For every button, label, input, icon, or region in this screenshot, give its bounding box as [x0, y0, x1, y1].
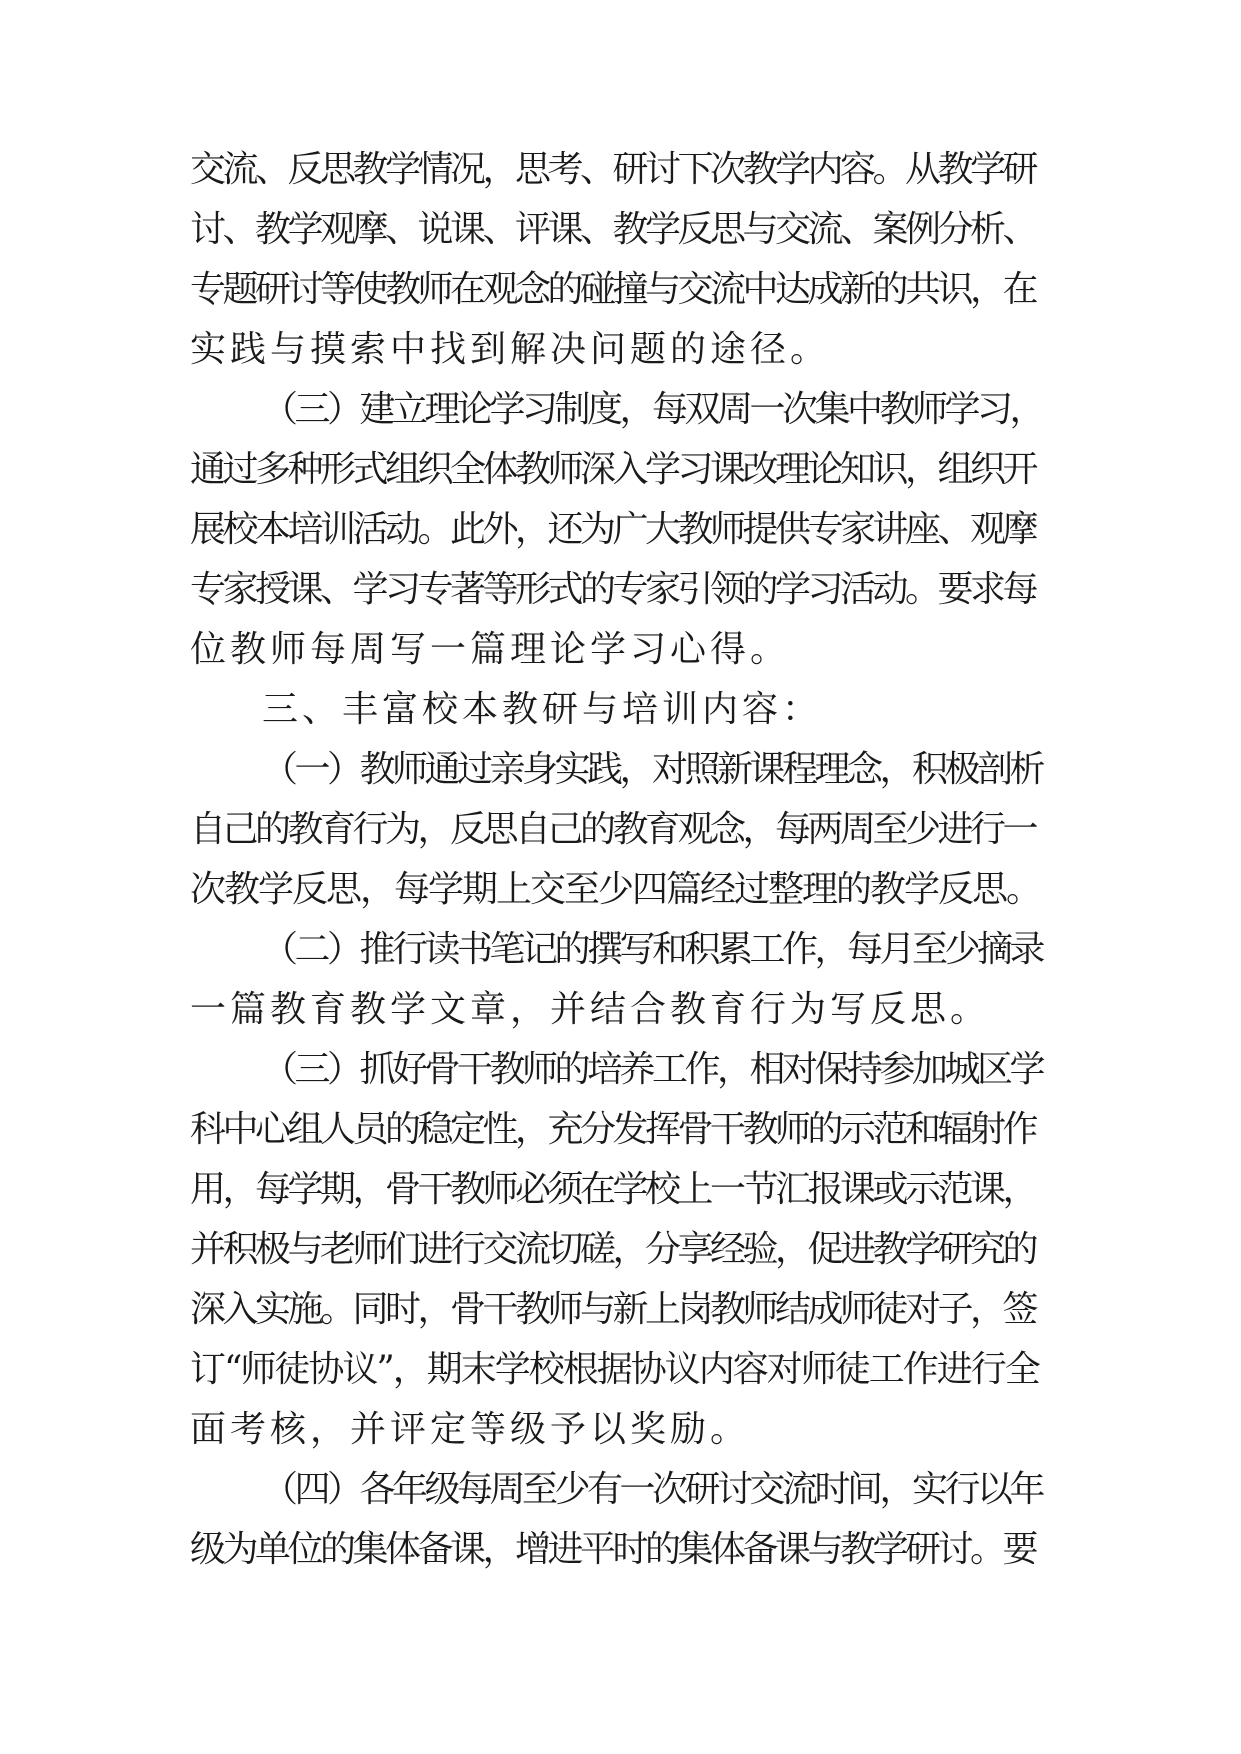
text-line: 级为单位的集体备课，增进平时的集体备课与教学研讨。要: [190, 1529, 1036, 1570]
paragraph-start-line: （一）教师通过亲身实践，对照新课程理念，积极剖析: [262, 749, 1043, 790]
text-line: 讨、教学观摩、说课、评课、教学反思与交流、案例分析、: [190, 209, 1036, 250]
text-line: 位教师每周写一篇理论学习心得。: [190, 629, 791, 670]
text-line: 自己的教育行为，反思自己的教育观念，每两周至少进行一: [190, 809, 1036, 850]
text-line: 深入实施。同时，骨干教师与新上岗教师结成师徒对子，签: [190, 1289, 1036, 1330]
paragraph-start-line: （四）各年级每周至少有一次研讨交流时间，实行以年: [262, 1469, 1043, 1510]
text-line: 科中心组人员的稳定性，充分发挥骨干教师的示范和辐射作: [190, 1109, 1036, 1150]
text-line: 展校本培训活动。此外，还为广大教师提供专家讲座、观摩: [190, 509, 1036, 550]
text-line: 次教学反思，每学期上交至少四篇经过整理的教学反思。: [190, 869, 1041, 910]
section-heading: 三、丰富校本教研与培训内容：: [262, 689, 823, 730]
text-line: 交流、反思教学情况，思考、研讨下次教学内容。从教学研: [190, 149, 1036, 190]
paragraph-start-line: （三）建立理论学习制度，每双周一次集中教师学习，: [262, 389, 1043, 430]
text-line: 用，每学期，骨干教师必须在学校上一节汇报课或示范课，: [190, 1169, 1036, 1210]
text-line: 专题研讨等使教师在观念的碰撞与交流中达成新的共识，在: [190, 269, 1036, 310]
text-line: 通过多种形式组织全体教师深入学习课改理论知识，组织开: [190, 449, 1036, 490]
text-line: 专家授课、学习专著等形式的专家引领的学习活动。要求每: [190, 569, 1036, 610]
text-line: 面考核，并评定等级予以奖励。: [190, 1409, 751, 1450]
paragraph-start-line: （三）抓好骨干教师的培养工作，相对保持参加城区学: [262, 1049, 1043, 1090]
text-line: 一篇教育教学文章，并结合教育行为写反思。: [190, 989, 991, 1030]
text-line: 订“师徒协议”，期末学校根据协议内容对师徒工作进行全: [190, 1349, 1039, 1390]
text-line: 并积极与老师们进行交流切磋，分享经验，促进教学研究的: [190, 1229, 1036, 1270]
paragraph-start-line: （二）推行读书笔记的撰写和积累工作，每月至少摘录: [262, 929, 1043, 970]
text-line: 实践与摸索中找到解决问题的途径。: [190, 329, 831, 370]
